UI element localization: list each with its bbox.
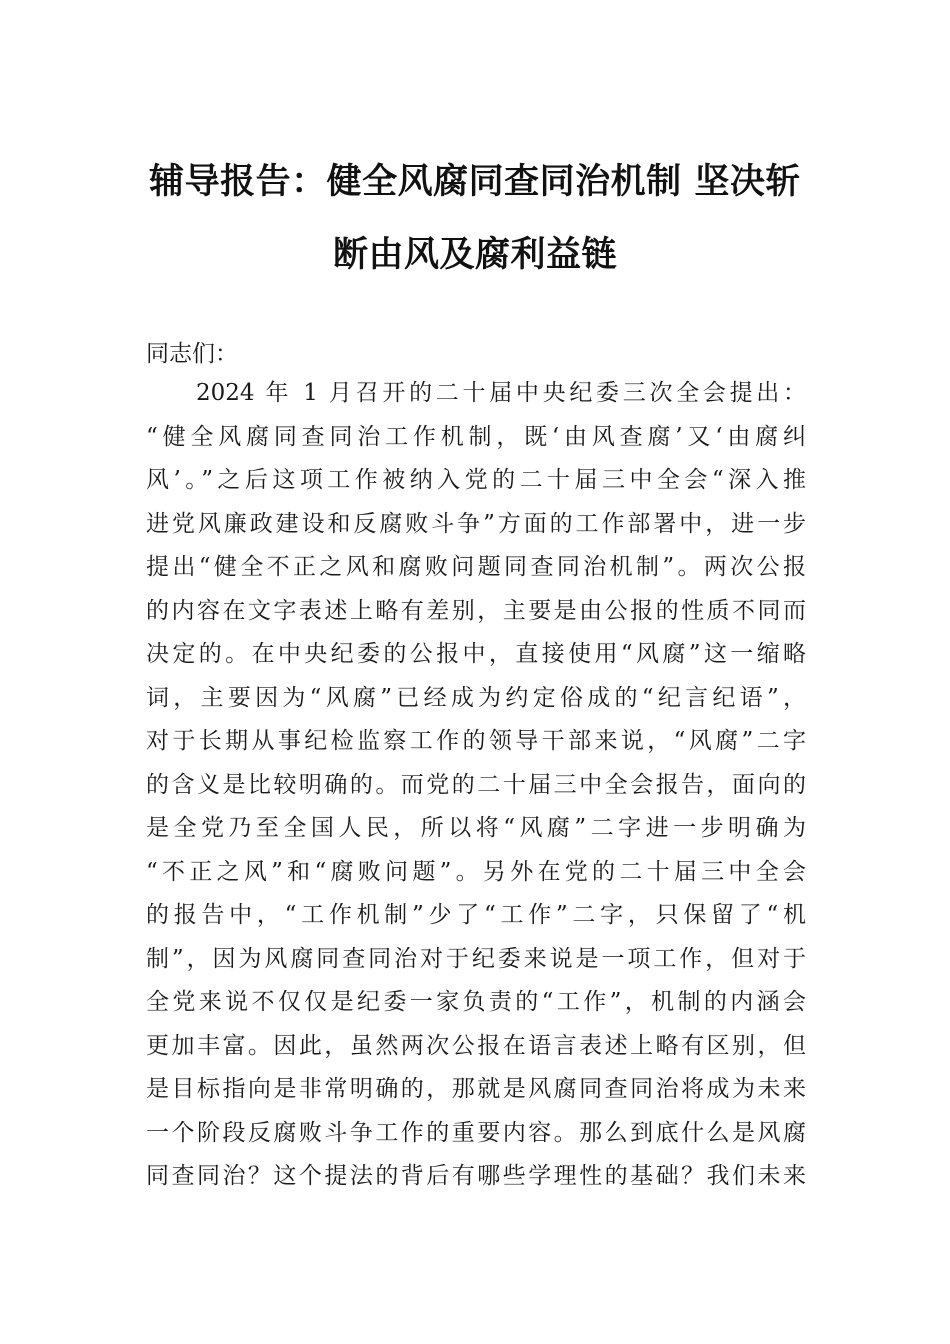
paragraph-line: 制”，因为风腐同查同治对于纪委来说是一项工作，但对于 (146, 945, 806, 972)
title-line-2: 断由风及腐利益链 (332, 235, 617, 275)
paragraph-line: 2024 年 1 月召开的二十届中央纪委三次全会提出： (196, 380, 806, 406)
paragraph-line: 词，主要因为“风腐”已经成为约定俗成的“纪言纪语”， (146, 684, 806, 711)
paragraph-line: 是全党乃至全国人民，所以将“风腐”二字进一步明确为 (146, 815, 806, 841)
paragraph-line: 的报告中，“工作机制”少了“工作”二字，只保留了“机 (146, 902, 806, 928)
paragraph-line: “健全风腐同查同治工作机制，既‘由风查腐’又‘由腐纠 (146, 423, 806, 450)
paragraph-line: 风’。”之后这项工作被纳入党的二十届三中全会“深入推 (146, 467, 806, 493)
paragraph-line: 决定的。在中央纪委的公报中，直接使用“风腐”这一缩略 (146, 641, 806, 667)
paragraph-line: 进党风廉政建设和反腐败斗争”方面的工作部署中，进一步 (146, 510, 806, 537)
paragraph-line: “不正之风”和“腐败问题”。另外在党的二十届三中全会 (146, 858, 806, 885)
paragraph-line: 的内容在文字表述上略有差别，主要是由公报的性质不同而 (146, 597, 806, 624)
paragraph-line: 的含义是比较明确的。而党的二十届三中全会报告，面向的 (146, 771, 806, 798)
salutation: 同志们： (146, 341, 238, 367)
paragraph-line: 是目标指向是非常明确的，那就是风腐同查同治将成为未来 (146, 1076, 806, 1102)
paragraph-line: 全党来说不仅仅是纪委一家负责的“工作”，机制的内涵会 (146, 989, 806, 1015)
document-title (140, 146, 810, 292)
body-paragraph (146, 372, 806, 1199)
paragraph-line: 提出“健全不正之风和腐败问题同查同治机制”。两次公报 (146, 554, 806, 580)
paragraph-line: 对于长期从事纪检监察工作的领导干部来说，“风腐”二字 (146, 728, 806, 754)
title-line-1: 辅导报告：健全风腐同查同治机制 坚决斩 (149, 162, 801, 202)
paragraph-line: 更加丰富。因此，虽然两次公报在语言表述上略有区别，但 (146, 1032, 806, 1059)
paragraph-line: 一个阶段反腐败斗争工作的重要内容。那么到底什么是风腐 (146, 1119, 806, 1146)
paragraph-line: 同查同治？这个提法的背后有哪些学理性的基础？我们未来 (146, 1163, 806, 1189)
